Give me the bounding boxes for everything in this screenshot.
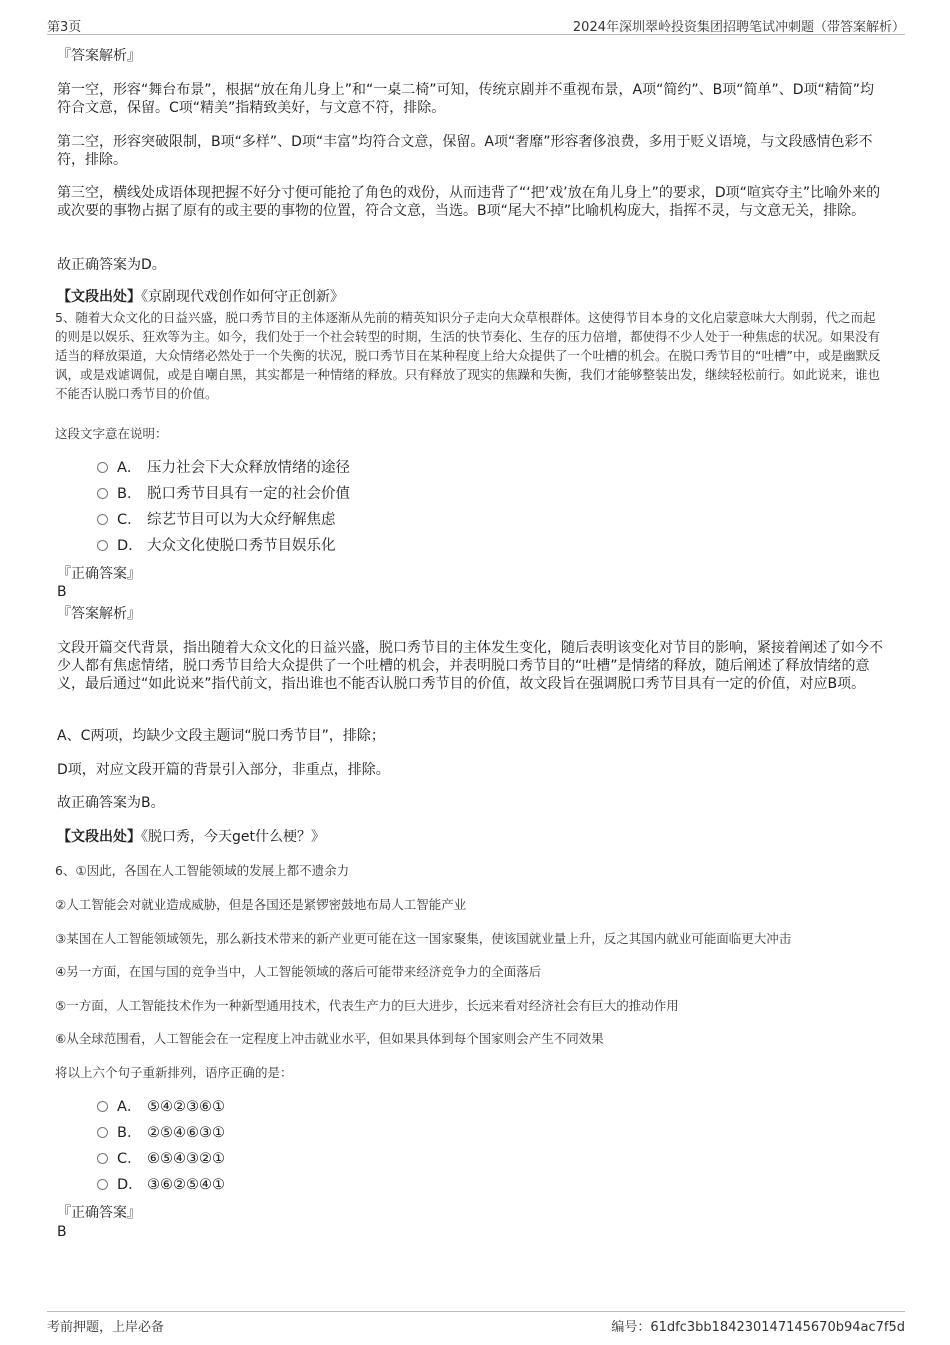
page-footer [47, 1311, 905, 1336]
q5-question: 这段文字意在说明： [55, 426, 168, 441]
footer-code: 编号：61dfc3bb184230147145670b94ac7f5d [611, 1320, 905, 1335]
q6-option-d[interactable]: D． ③⑥②⑤④① [97, 1175, 225, 1195]
q4-analysis-para3: 第三空，横线处成语体现把握不好分寸便可能抢了角色的戏份，从而违背了“‘把’戏’放在角儿身上”的要求，D项“喧宾夺主”比喻外来的或次要的事物占据了原有的或主要的事物的位置，符合文意，当选。B项“尾大不掉”比喻机构庞大，指挥不灵，与文意无关，排除。 [57, 185, 881, 219]
radio-icon[interactable] [97, 1127, 108, 1138]
q4-source [57, 288, 887, 306]
q6-question: 将以上六个句子重新排列，语序正确的是： [55, 1065, 293, 1080]
q5-option-b[interactable]: B． 脱口秀节目具有一定的社会价值 [97, 484, 350, 504]
q4-conclusion: 故正确答案为D。 [57, 257, 166, 273]
q6-option-c[interactable]: C． ⑥⑤④③②① [97, 1149, 225, 1169]
radio-icon[interactable] [97, 1101, 108, 1112]
q4-analysis-label: 『答案解析』 [57, 48, 141, 64]
radio-icon[interactable] [97, 462, 108, 473]
q5-analysis-label: 『答案解析』 [57, 606, 141, 622]
q5-analysis-para1: 文段开篇交代背景，指出随着大众文化的日益兴盛，脱口秀节目的主体发生变化，随后表明该变化对节目的影响，紧接着阐述了如今不少人都有焦虑情绪，脱口秀节目给大众提供了一个吐槽的机会，并表明脱口秀节目的“吐槽”是情绪的释放，随后阐述了释放情绪的意义，最后通过“如此说来”指代前文，指出谁也不能否认脱口秀节目的价值，故文段旨在强调脱口秀节目具有一定的价值，对应B项。 [57, 640, 883, 692]
radio-icon[interactable] [97, 1179, 108, 1190]
q4-source-label: 【文段出处】 [57, 289, 141, 305]
q6-sentence-6: ⑥从全球范围看，人工智能会在一定程度上冲击就业水平，但如果具体到每个国家则会产生不同效果 [55, 1031, 604, 1046]
q6-sentence-5: ⑤一方面，人工智能技术作为一种新型通用技术，代表生产力的巨大进步，长远来看对经济社会有巨大的推动作用 [55, 998, 679, 1013]
document-title: 2024年深圳翠岭投资集团招聘笔试冲刺题（带答案解析） [572, 20, 905, 35]
q4-analysis-para2: 第二空，形容突破限制，B项“多样”、D项“丰富”均符合文意，保留。A项“奢靡”形容奢侈浪费，多用于贬义语境，与文段感情色彩不符，排除。 [57, 134, 873, 168]
radio-icon[interactable] [97, 540, 108, 551]
q5-option-d[interactable]: D． 大众文化使脱口秀节目娱乐化 [97, 536, 336, 556]
q4-source-text: 《京剧现代戏创作如何守正创新》 [141, 289, 344, 305]
q5-analysis-para2: A、C两项，均缺少文段主题词“脱口秀节目”，排除； [57, 728, 385, 744]
q4-analysis-para1: 第一空，形容“舞台布景”，根据“放在角儿身上”和“一桌二椅”可知，传统京剧并不重视布景，A项“简约”、B项“简单”、D项“精简”均符合文意，保留。C项“精美”指精致美好，与文意不符，排除。 [57, 82, 874, 116]
radio-icon[interactable] [97, 488, 108, 499]
q6-answer-label: 『正确答案』 [57, 1205, 141, 1221]
q5-analysis-para3: D项，对应文段开篇的背景引入部分，非重点，排除。 [57, 762, 390, 778]
q6-sentence-4: ④另一方面，在国与国的竞争当中，人工智能领域的落后可能带来经济竞争力的全面落后 [55, 964, 542, 979]
q5-option-a[interactable]: A． 压力社会下大众释放情绪的途径 [97, 458, 350, 478]
page-number: 第3页 [47, 20, 82, 35]
q6-option-b[interactable]: B． ②⑤④⑥③① [97, 1123, 225, 1143]
q5-conclusion: 故正确答案为B。 [57, 795, 165, 811]
radio-icon[interactable] [97, 514, 108, 525]
q5-option-c[interactable]: C． 综艺节目可以为大众纾解焦虑 [97, 510, 336, 530]
q5-answer-label: 『正确答案』 [57, 566, 141, 582]
radio-icon[interactable] [97, 1153, 108, 1164]
q5-passage: 5、随着大众文化的日益兴盛，脱口秀节目的主体逐渐从先前的精英知识分子走向大众草根群体。这使得节目本身的文化启蒙意味大大削弱，代之而起的则是以娱乐、狂欢等为主。如今，我们处于一个社会转型的时期，生活的快节奏化、生存的压力倍增，都使得不少人处于一种焦虑的状况。如果没有适当的释放渠道，大众情绪必然处于一个失衡的状况，脱口秀节目在某种程度上给大众提供了一个吐槽的机会。在脱口秀节目的“吐槽”中，或是幽默反讽，或是戏谑调侃，或是自嘲自黑，其实都是一种情绪的释放。只有释放了现实的焦躁和失衡，我们才能够整装出发，继续轻松前行。如此说来，谁也不能否认脱口秀节目的价值。 [55, 310, 881, 401]
page-header [47, 14, 905, 35]
q6-sentence-1: 6、①因此，各国在人工智能领域的发展上都不遗余力 [55, 863, 350, 878]
q5-source [57, 828, 887, 846]
q6-sentence-3: ③某国在人工智能领域领先，那么新技术带来的新产业更可能在这一国家聚集，使该国就业量上升，反之其国内就业可能面临更大冲击 [55, 931, 792, 946]
footer-slogan: 考前押题，上岸必备 [47, 1320, 165, 1335]
q6-option-a[interactable]: A． ⑤④②③⑥① [97, 1097, 225, 1117]
q6-sentence-2: ②人工智能会对就业造成威胁，但是各国还是紧锣密鼓地布局人工智能产业 [55, 897, 467, 912]
q6-answer: B [57, 1224, 67, 1240]
q5-answer: B [57, 584, 67, 600]
q5-source-text: 《脱口秀，今天get什么梗？》 [141, 829, 325, 845]
q5-source-label: 【文段出处】 [57, 829, 141, 845]
